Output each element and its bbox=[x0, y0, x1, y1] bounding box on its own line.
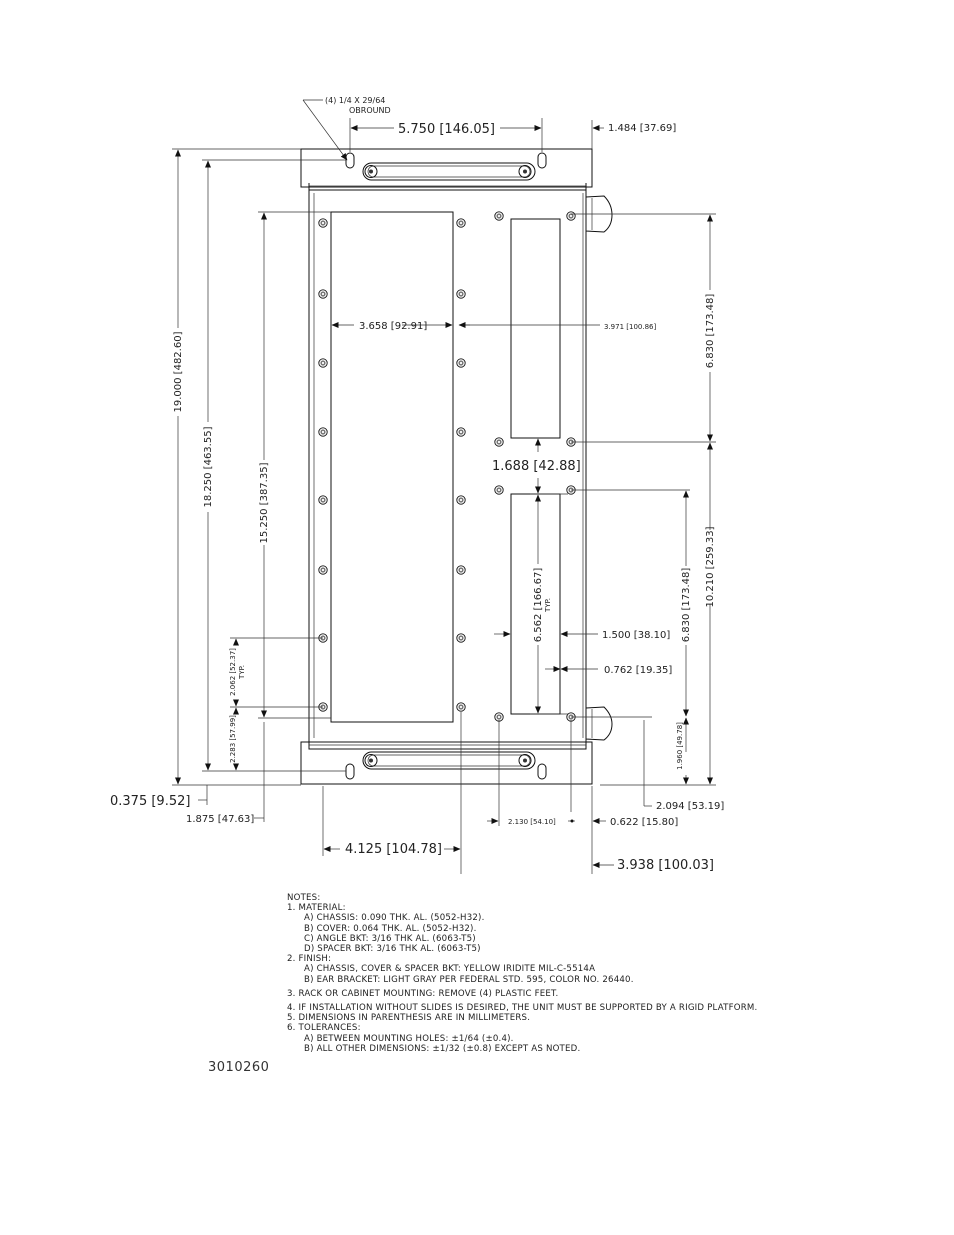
dim-slot-width: 1.500 [38.10] bbox=[602, 630, 671, 641]
part-number: 3010260 bbox=[208, 1060, 270, 1075]
note-2b: B) EAR BRACKET: LIGHT GRAY PER FEDERAL STD. 595, COLOR NO. 26440. bbox=[304, 974, 634, 985]
dim-bottom-right-b: 0.622 [15.80] bbox=[610, 817, 679, 828]
dim-hole-span: 15.250 [387.35] bbox=[259, 462, 270, 544]
notes-block bbox=[287, 893, 847, 1054]
dim-left-bottom: 2.283 [57.99] bbox=[229, 715, 237, 763]
dim-right-total: 10.210 [259.33] bbox=[705, 526, 716, 608]
dim-left-pitch-typ: TYP. bbox=[238, 665, 246, 679]
dim-bottom-slot: 2.130 [54.10] bbox=[508, 818, 556, 826]
dim-right-bottom: 1.960 [49.78] bbox=[676, 722, 684, 770]
bottom-ear-bracket bbox=[301, 742, 592, 784]
dim-bottom-edge: 0.375 [9.52] bbox=[110, 794, 191, 809]
dim-right-height-lower: 6.830 [173.48] bbox=[681, 567, 692, 643]
notes-header: NOTES: bbox=[287, 893, 321, 903]
note-2: 2. FINISH: bbox=[287, 954, 332, 965]
bottom-right-obround-hole bbox=[538, 764, 546, 779]
top-right-obround-hole bbox=[538, 153, 546, 168]
dim-bottom-right-a: 2.094 [53.19] bbox=[656, 801, 725, 812]
note-6a: A) BETWEEN MOUNTING HOLES: ±1/64 (±0.4). bbox=[304, 1033, 514, 1044]
note-1c: C) ANGLE BKT: 3/16 THK AL. (6063-T5) bbox=[304, 933, 476, 944]
note-3: 3. RACK OR CABINET MOUNTING: REMOVE (4) PLASTIC FEET. bbox=[287, 988, 559, 999]
callout-line1: (4) 1/4 X 29/64 bbox=[325, 96, 386, 105]
note-6: 6. TOLERANCES: bbox=[287, 1023, 361, 1034]
dim-center-width: 3.658 [92.91] bbox=[359, 321, 428, 332]
cover-panel bbox=[331, 212, 453, 722]
bottom-left-obround-hole bbox=[346, 764, 354, 779]
plastic-foot-bottom bbox=[586, 707, 612, 740]
note-2a: A) CHASSIS, COVER & SPACER BKT: YELLOW IRIDITE MIL-C-5514A bbox=[304, 964, 596, 975]
note-1a: A) CHASSIS: 0.090 THK. AL. (5052-H32). bbox=[304, 913, 485, 924]
dim-left-pitch: 2.062 [52.37] bbox=[229, 648, 237, 696]
dim-bottom-total: 3.938 [100.03] bbox=[617, 858, 714, 873]
dimension-lines bbox=[172, 100, 716, 874]
upper-slot bbox=[511, 219, 560, 438]
note-1d: D) SPACER BKT: 3/16 THK AL. (6063-T5) bbox=[304, 944, 481, 955]
note-6b: B) ALL OTHER DIMENSIONS: ±1/32 (±0.8) EXCEPT AS NOTED. bbox=[304, 1043, 581, 1054]
dim-overall-height: 19.000 [482.60] bbox=[173, 331, 184, 413]
dim-slot-length: 6.562 [166.67] bbox=[533, 567, 544, 643]
dim-slot-typ: TYP. bbox=[544, 598, 552, 612]
dim-bottom-width: 4.125 [104.78] bbox=[345, 842, 442, 857]
dim-slot-offset: 0.762 [19.35] bbox=[604, 665, 673, 676]
top-left-obround-hole bbox=[346, 153, 354, 168]
callout-line2: OBROUND bbox=[349, 106, 391, 115]
dim-top-right: 1.484 [37.69] bbox=[608, 123, 677, 134]
dim-top-width: 5.750 [146.05] bbox=[398, 122, 495, 137]
dim-right-offset: 3.971 [100.86] bbox=[604, 323, 657, 331]
dim-right-height-upper: 6.830 [173.48] bbox=[705, 293, 716, 369]
note-1: 1. MATERIAL: bbox=[287, 903, 346, 914]
top-ear-bracket bbox=[301, 149, 592, 187]
note-4: 4. IF INSTALLATION WITHOUT SLIDES IS DESIRED, THE UNIT MUST BE SUPPORTED BY A RIGID PLATFORM. bbox=[287, 1003, 758, 1014]
dim-bottom-first: 1.875 [47.63] bbox=[186, 814, 255, 825]
dimension-text bbox=[110, 96, 724, 873]
dim-inner-height: 18.250 [463.55] bbox=[203, 426, 214, 508]
dim-slot-gap: 1.688 [42.88] bbox=[492, 459, 581, 474]
note-1b: B) COVER: 0.064 THK. AL. (5052-H32). bbox=[304, 923, 477, 934]
note-5: 5. DIMENSIONS IN PARENTHESIS ARE IN MILLIMETERS. bbox=[287, 1013, 531, 1024]
